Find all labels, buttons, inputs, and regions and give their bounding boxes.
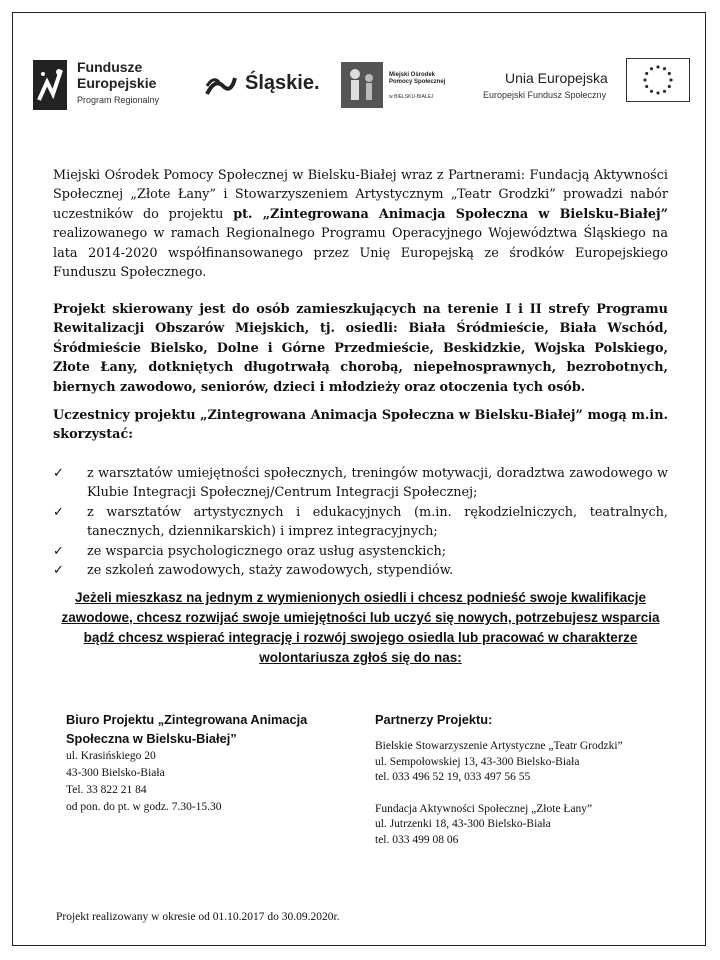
fundusze-europejskie-icon	[33, 60, 67, 110]
fe-line3: Program Regionalny	[77, 95, 160, 105]
partner1-phone: tel. 033 496 52 19, 033 497 56 55	[375, 771, 531, 783]
list-item	[53, 464, 668, 503]
office-phone: Tel. 33 822 21 84	[66, 784, 147, 796]
eu-flag-icon	[626, 58, 690, 102]
office-hours: od pon. do pt. w godz. 7.30-15.30	[66, 801, 222, 813]
office-street: ul. Krasińskiego 20	[66, 750, 156, 762]
target-group-paragraph: Projekt skierowany jest do osób zamieszkujących na terenie I i II strefy Programu Rewitalizacji Obszarów Miejskich, tj. osiedli: Biała Śródmieście, Biała Wschód, Śródmieście Bielsko, Dolne i Górne Przedmieście, Beskidzkie, Wojska Polskiego, Złote Łany, dotkniętych długotrwałą chorobą, niepełnosprawnych, bezrobotnych, biernych zawodowo, seniorów, dzieci i młodzieży oraz otoczenia tych osób.	[53, 302, 668, 395]
benefit-text: ze szkoleń zawodowych, staży zawodowych, stypendiów.	[87, 563, 454, 579]
project-period-footer: Projekt realizowany w okresie od 01.10.2017 do 30.09.2020r.	[56, 911, 340, 923]
intro-text-c: realizowanego w ramach Regionalnego Programu Operacyjnego Województwa Śląskiego na lata 2014-2020 współfinansowanego przez Unię Europejską ze środków Europejskiego Funduszu Społecznego.	[53, 226, 668, 281]
fundusze-europejskie-logo	[33, 60, 173, 112]
slaskie-logo	[205, 70, 325, 100]
list-item	[53, 561, 668, 580]
slaskie-text: Śląskie.	[245, 72, 320, 94]
project-office	[66, 710, 366, 816]
office-city: 43-300 Bielsko-Biała	[66, 767, 165, 779]
check-icon: ✓	[53, 563, 64, 579]
check-icon: ✓	[53, 504, 64, 520]
slaskie-wave-icon	[205, 74, 237, 98]
mops-name: Miejski Ośrodek Pomocy Społecznej	[389, 72, 446, 85]
logo-strip	[33, 56, 693, 118]
mops-logo	[341, 62, 461, 108]
benefit-text: z warsztatów artystycznych i edukacyjnych (m.in. rękodzielniczych, teatralnych, tanecznych, dziennikarskich) i imprez integracyjnych;	[87, 504, 668, 540]
unia-europejska-logo	[483, 66, 693, 106]
benefit-text: ze wsparcia psychologicznego oraz usług asystenckich;	[87, 543, 447, 559]
ue-line1: Unia Europejska	[505, 70, 608, 86]
ue-line2: Europejski Fundusz Społeczny	[483, 90, 607, 100]
office-heading: Biuro Projektu „Zintegrowana Animacja Społeczna w Bielsku-Białej”	[66, 712, 308, 746]
partner2-name: Fundacja Aktywności Społecznej „Złote Łany”	[375, 802, 593, 815]
intro-text-a: Miejski Ośrodek Pomocy Społecznej w Bielsku-Białej wraz z Partnerami: Fundacją Aktywności Społecznej „Złote Łany” i Stowarzyszeniem Artystycznym „Teatr Grodzki” prowadzi nabór uczestników do projektu	[53, 168, 668, 222]
mops-city: w BIELSKU-BIAŁEJ	[389, 94, 434, 100]
benefits-list	[53, 464, 668, 580]
mops-figures-icon	[341, 62, 383, 108]
partner2-address: ul. Jutrzenki 18, 43-300 Bielsko-Biała	[375, 818, 551, 830]
check-icon: ✓	[53, 543, 64, 559]
partner2-phone: tel. 033 499 08 06	[375, 833, 459, 846]
call-to-action: Jeżeli mieszkasz na jednym z wymienionych osiedli i chcesz podnieść swoje kwalifikacje zawodowe, chcesz rozwijać swoje umiejętności lub uczyć się nowych, potrzebujesz wsparcia bądź chcesz wspierać integrację i rozwój swojego osiedla lub pracować w charakterze wolontariusza zgłoś się do nas:	[61, 590, 660, 665]
benefit-text: z warsztatów umiejętności społecznych, treningów motywacji, doradztwa zawodowego w Klubie Integracji Społecznej/Centrum Integracji Społecznej;	[87, 466, 668, 501]
list-item	[53, 542, 668, 561]
benefits-intro: Uczestnicy projektu „Zintegrowana Animacja Społeczna w Bielsku-Białej” mogą m.in. skorzystać:	[53, 408, 668, 443]
fe-line1: Fundusze	[77, 59, 143, 75]
intro-project-name: pt. „Zintegrowana Animacja Społeczna w Bielsku-Białej”	[233, 206, 668, 222]
partner1-name: Bielskie Stowarzyszenie Artystyczne „Teatr Grodzki”	[375, 740, 623, 752]
project-partners	[375, 710, 695, 848]
intro-paragraph	[53, 166, 668, 282]
partner1-address: ul. Sempołowskiej 13, 43-300 Bielsko-Biała	[375, 755, 580, 768]
check-icon: ✓	[53, 466, 64, 481]
list-item	[53, 503, 668, 542]
partners-heading: Partnerzy Projektu:	[375, 712, 493, 727]
fe-line2: Europejskie	[77, 75, 157, 91]
